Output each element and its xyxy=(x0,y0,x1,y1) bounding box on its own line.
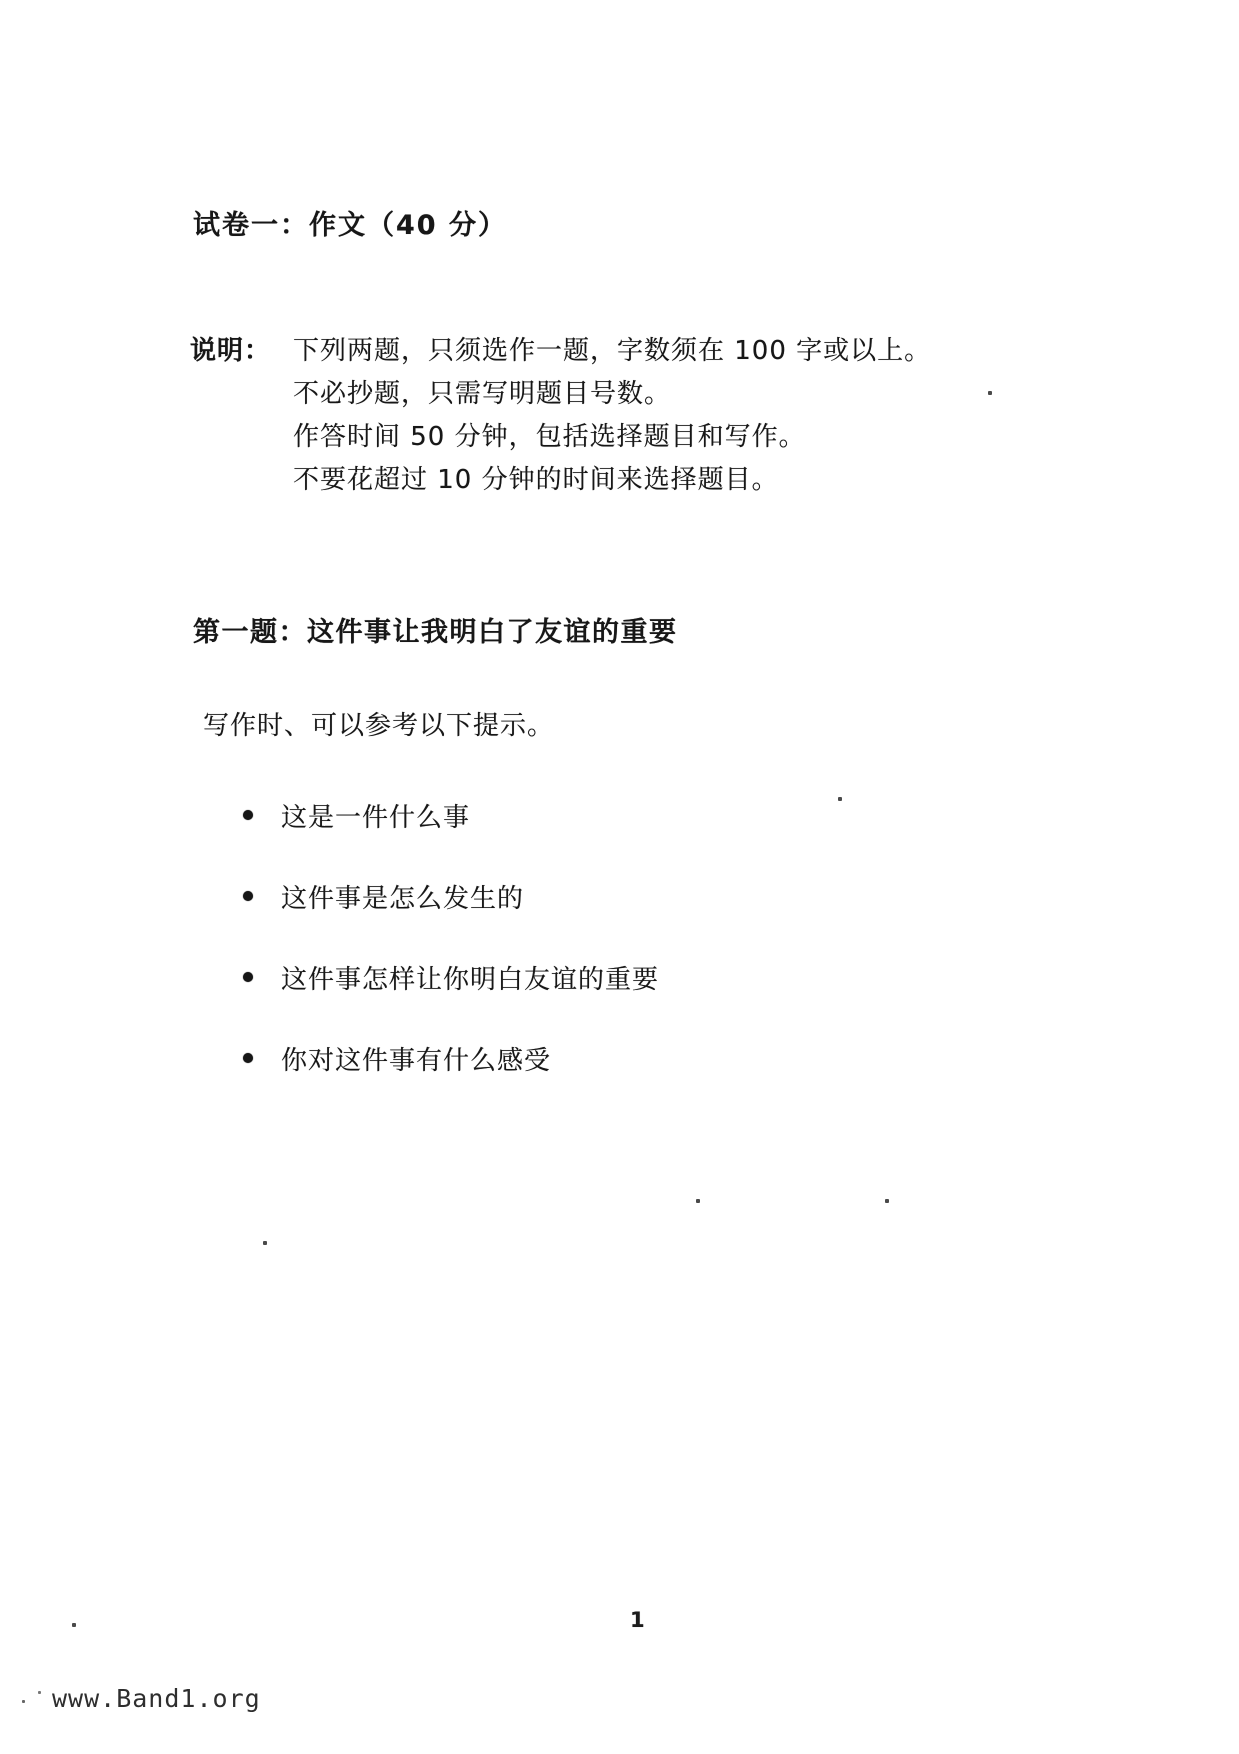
bullet-dot-icon xyxy=(243,972,253,982)
bullet-dot-icon xyxy=(243,810,253,820)
question-one-heading: 第一题：这件事让我明白了友谊的重要 xyxy=(193,617,678,648)
hint-bullet-text: 你对这件事有什么感受 xyxy=(281,1046,552,1076)
instruction-line: 作答时间 50 分钟，包括选择题目和写作。 xyxy=(293,422,806,452)
page-number: 1 xyxy=(630,1608,645,1632)
hint-bullet xyxy=(243,878,659,959)
hint-bullet-text: 这件事是怎么发生的 xyxy=(281,884,525,914)
instructions-label: 说明： xyxy=(190,336,272,366)
scan-artifact-dot xyxy=(263,1241,267,1245)
bullet-dot-icon xyxy=(243,891,253,901)
scan-artifact-dot xyxy=(885,1199,889,1203)
instruction-line: 不要花超过 10 分钟的时间来选择题目。 xyxy=(293,465,779,495)
hint-intro-line: 写作时、可以参考以下提示。 xyxy=(203,711,555,741)
footer-watermark-url: www.Band1.org xyxy=(52,1684,261,1713)
scan-artifact-dot xyxy=(838,797,842,801)
instructions-lines xyxy=(293,330,1070,502)
scan-artifact-dot xyxy=(988,391,992,395)
hint-bullet-text: 这件事怎样让你明白友谊的重要 xyxy=(281,965,660,995)
scan-artifact-dot xyxy=(696,1199,700,1203)
hint-bullet-text: 这是一件什么事 xyxy=(281,803,471,833)
instruction-line: 不必抄题，只需写明题目号数。 xyxy=(293,379,672,409)
scan-artifact-dot xyxy=(72,1623,76,1627)
hint-bullet-list xyxy=(243,797,659,1121)
hint-bullet xyxy=(243,1040,659,1121)
hint-bullet xyxy=(243,959,659,1040)
instructions-block xyxy=(190,330,1070,502)
bullet-dot-icon xyxy=(243,1053,253,1063)
exam-paper-title: 试卷一：作文（40 分） xyxy=(193,210,507,241)
scan-artifact-dot xyxy=(38,1691,41,1694)
instruction-line: 下列两题，只须选作一题，字数须在 100 字或以上。 xyxy=(293,336,932,366)
scan-artifact-dot xyxy=(22,1700,25,1703)
hint-bullet xyxy=(243,797,659,878)
